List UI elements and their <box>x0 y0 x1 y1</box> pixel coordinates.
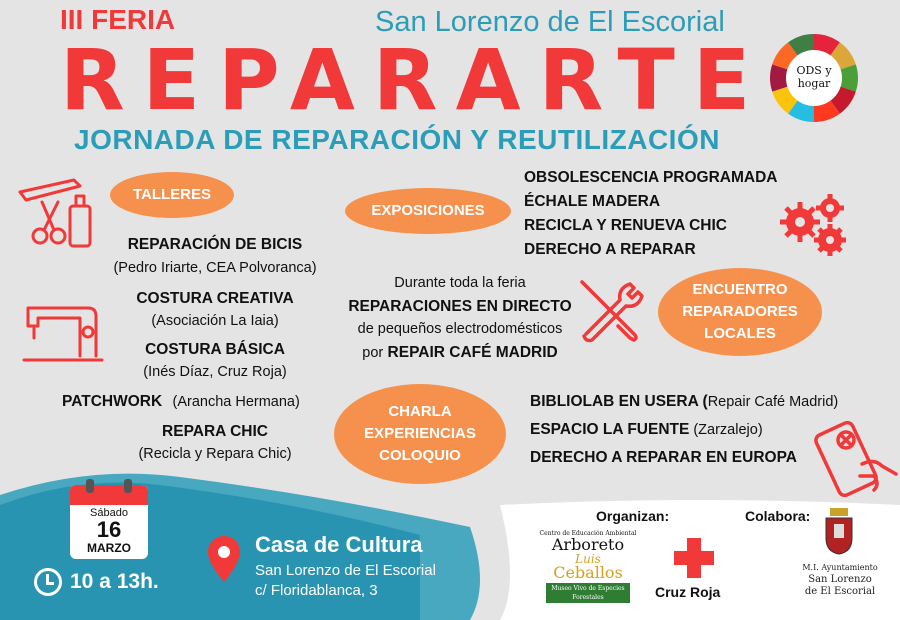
encuentro-pill <box>658 268 822 356</box>
ayto-line1: M.I. Ayuntamiento <box>802 563 878 572</box>
coat-of-arms-icon <box>822 506 856 556</box>
taller-2-title: COSTURA CREATIVA <box>136 290 294 307</box>
charla-item-bold: BIBLIOLAB EN USERA ( <box>530 393 708 410</box>
location-pin-icon <box>206 534 242 584</box>
taller-5-detail: (Recicla y Repara Chic) <box>138 446 292 462</box>
charla-item <box>530 416 838 444</box>
event-month: MARZO <box>87 541 131 555</box>
event-day: 16 <box>96 517 122 542</box>
calendar-ring <box>86 479 94 493</box>
ayto-line3: de El Escorial <box>804 586 876 597</box>
charla-line1: CHARLA <box>388 403 452 420</box>
red-cross-icon <box>674 538 714 578</box>
colabora-label: Colabora: <box>745 508 811 524</box>
date-calendar-icon <box>70 485 148 559</box>
exposiciones-list <box>524 166 777 262</box>
event-day-name: Sábado <box>90 507 128 519</box>
ayuntamiento-logo <box>790 562 890 598</box>
directo-line1: Durante toda la feria <box>394 275 526 291</box>
clock-icon <box>34 568 62 596</box>
directo-line4-bold: REPAIR CAFÉ MADRID <box>387 344 558 361</box>
ayto-line2: San Lorenzo <box>808 574 872 585</box>
taller-3-detail: (Inés Díaz, Cruz Roja) <box>143 364 287 380</box>
charla-item <box>530 388 838 416</box>
taller-1-detail: (Pedro Iriarte, CEA Polvoranca) <box>113 260 317 276</box>
event-subtitle: JORNADA DE REPARACIÓN Y REUTILIZACIÓN <box>74 124 720 155</box>
arboreto-name1: Arboreto <box>551 535 625 554</box>
encuentro-line3: LOCALES <box>704 325 776 342</box>
taller-5-title: REPARA CHIC <box>162 423 268 440</box>
directo-line3: de pequeños electrodomésticos <box>357 321 563 337</box>
taller-2-detail: (Asociación La Iaia) <box>151 313 279 329</box>
venue-address: c/ Floridablanca, 3 <box>255 582 378 599</box>
event-hours: 10 a 13h. <box>70 570 159 593</box>
venue-name: Casa de Cultura <box>255 532 423 557</box>
charla-line3: COLOQUIO <box>379 447 461 464</box>
cruz-roja-label: Cruz Roja <box>655 584 721 600</box>
venue-town: San Lorenzo de El Escorial <box>255 562 436 579</box>
exposicion-item: DERECHO A REPARAR <box>524 241 696 258</box>
feria-edition: III FERIA <box>60 4 176 35</box>
arboreto-name2: Luis <box>575 552 601 566</box>
arboreto-top: Centro de Educación Ambiental <box>539 530 637 537</box>
exposicion-item: RECICLA Y RENUEVA CHIC <box>524 217 727 234</box>
charla-item-bold: ESPACIO LA FUENTE <box>530 421 690 438</box>
directo-line4 <box>320 344 600 362</box>
arboreto-sub: Museo Vivo de Especies Forestales <box>546 583 630 603</box>
exposicion-item: OBSOLESCENCIA PROGRAMADA <box>524 169 778 186</box>
charla-line2: EXPERIENCIAS <box>364 425 476 442</box>
ods-badge-text: ODS y hogar <box>796 64 832 90</box>
calendar-header <box>70 485 148 505</box>
arboreto-logo <box>538 530 638 606</box>
directo-line2: REPARACIONES EN DIRECTO <box>348 298 572 315</box>
exposiciones-pill: EXPOSICIONES <box>345 188 511 234</box>
taller-4 <box>62 393 300 411</box>
calendar-ring <box>124 479 132 493</box>
charla-list <box>530 388 838 472</box>
exposicion-item: ÉCHALE MADERA <box>524 193 661 210</box>
charla-item-normal: Repair Café Madrid) <box>707 394 839 410</box>
charla-item-bold: DERECHO A REPARAR EN EUROPA <box>530 449 797 466</box>
taller-1-title: REPARACIÓN DE BICIS <box>127 236 303 253</box>
taller-3-title: COSTURA BÁSICA <box>145 341 285 358</box>
wrench-screwdriver-icon <box>572 276 650 344</box>
ods-wheel-logo <box>768 32 860 124</box>
directo-line4-prefix: por <box>362 345 384 361</box>
encuentro-line2: REPARADORES <box>682 303 798 320</box>
event-title: REPARARTE <box>60 31 769 129</box>
organizan-label: Organizan: <box>596 508 670 524</box>
gears-icon <box>778 192 856 260</box>
taller-4-detail: (Arancha Hermana) <box>172 394 300 410</box>
header-location: San Lorenzo de El Escorial <box>375 6 725 38</box>
taller-4-title: PATCHWORK <box>62 393 163 410</box>
charla-item-normal: (Zarzalejo) <box>689 422 763 438</box>
encuentro-line1: ENCUENTRO <box>692 281 788 298</box>
arboreto-name3: Ceballos <box>553 563 623 582</box>
talleres-pill: TALLERES <box>110 172 234 218</box>
